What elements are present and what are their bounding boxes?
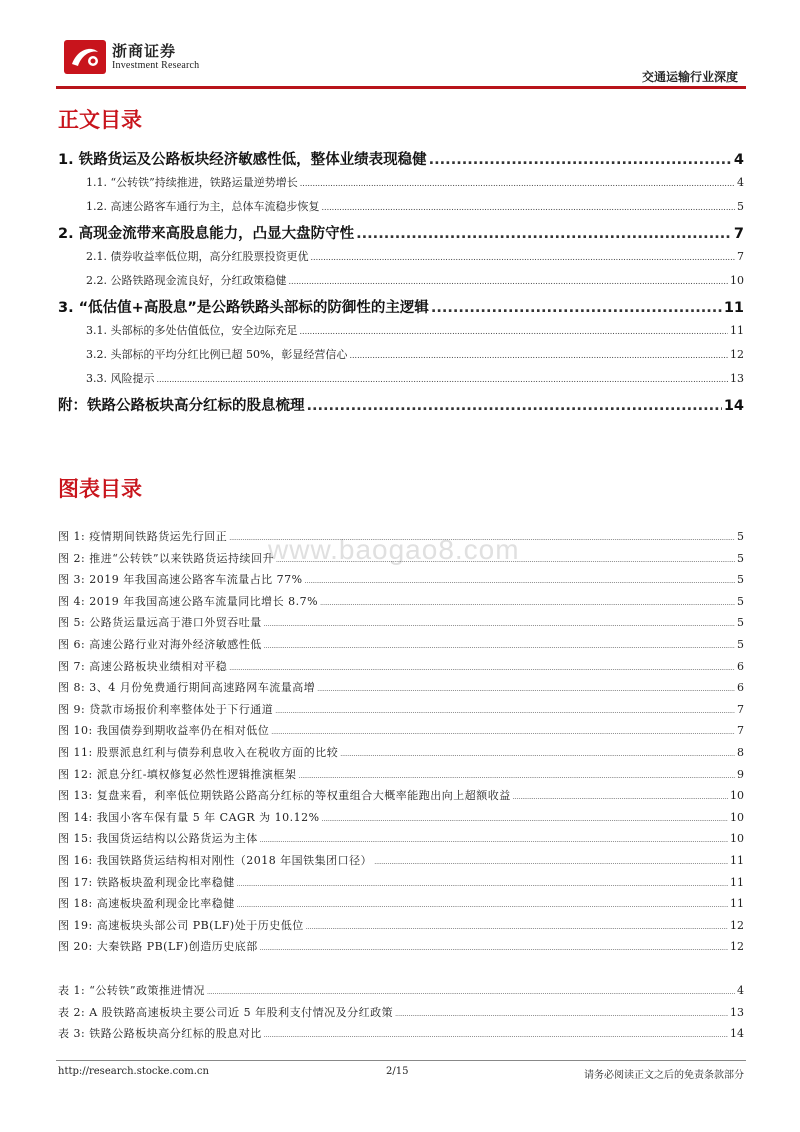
table-entry[interactable] xyxy=(58,1004,744,1026)
figure-entry[interactable] xyxy=(58,528,744,550)
dot-leader xyxy=(298,773,735,780)
toc-entry-label: 2.2. 公路铁路现金流良好，分红政策稳健 xyxy=(86,274,287,287)
figure-entry-page: 10 xyxy=(730,789,744,803)
brand-name: 浙商证券 xyxy=(112,42,177,60)
figure-entry-label: 图 5: 公路货运量远高于港口外贸吞吐量 xyxy=(58,616,262,630)
dot-leader xyxy=(311,253,736,262)
figure-entry-page: 9 xyxy=(737,767,744,781)
table-entry-page: 13 xyxy=(730,1005,744,1019)
figure-entry[interactable] xyxy=(58,895,744,917)
figure-entry-page: 8 xyxy=(737,745,744,759)
footer-url-link[interactable]: http://research.stocke.com.cn xyxy=(58,1066,209,1077)
figure-entry[interactable] xyxy=(58,722,744,744)
toc-entry[interactable] xyxy=(58,394,744,420)
figure-entry-label: 图 16: 我国铁路货运结构相对刚性（2018 年国铁集团口径） xyxy=(58,853,373,867)
toc-entry-page: 7 xyxy=(733,226,744,242)
brand-subtitle: Investment Research xyxy=(112,60,200,71)
dot-leader xyxy=(276,557,735,564)
figure-entry[interactable] xyxy=(58,917,744,939)
figure-entry-label: 图 17: 铁路板块盈利现金比率稳健 xyxy=(58,875,235,889)
figure-entry-page: 7 xyxy=(737,702,744,716)
figure-entry[interactable] xyxy=(58,614,744,636)
figure-entry-label: 图 6: 高速公路行业对海外经济敏感性低 xyxy=(58,637,262,651)
figure-entry-label: 图 7: 高速公路板块业绩相对平稳 xyxy=(58,659,228,673)
figure-entry[interactable] xyxy=(58,593,744,615)
toc-entry[interactable] xyxy=(58,322,744,346)
figure-entry-page: 11 xyxy=(730,875,744,889)
table-of-contents xyxy=(58,148,744,420)
toc-entry-label: 2.1. 债券收益率低位期，高分红股票投资更优 xyxy=(86,250,309,263)
figure-entry-label: 图 18: 高速板块盈利现金比率稳健 xyxy=(58,897,235,911)
dot-leader xyxy=(264,1032,728,1039)
figure-entry-label: 图 15: 我国货运结构以公路货运为主体 xyxy=(58,832,258,846)
dot-leader xyxy=(322,203,736,212)
dot-leader xyxy=(320,600,735,607)
figure-entry-page: 11 xyxy=(730,853,744,867)
page-header xyxy=(0,0,800,90)
figure-entry-page: 6 xyxy=(737,681,744,695)
toc-entry-page: 12 xyxy=(730,348,744,361)
toc-title: 正文目录 xyxy=(58,108,142,132)
figures-title: 图表目录 xyxy=(58,477,142,501)
figure-entry-page: 5 xyxy=(737,573,744,587)
table-list xyxy=(58,982,744,1047)
dot-leader xyxy=(229,535,735,542)
toc-entry-label: 3.2. 头部标的平均分红比例已超 50%，彰显经营信心 xyxy=(86,348,348,361)
figure-entry[interactable] xyxy=(58,679,744,701)
figure-entry-page: 7 xyxy=(737,724,744,738)
dot-leader xyxy=(260,945,728,952)
dot-leader xyxy=(264,621,735,628)
page-number: 2/15 xyxy=(386,1066,409,1077)
dot-leader xyxy=(305,578,735,585)
dot-leader xyxy=(340,751,735,758)
figure-entry-page: 11 xyxy=(730,897,744,911)
toc-entry-label: 2. 高现金流带来高股息能力，凸显大盘防守性 xyxy=(58,226,355,242)
figure-entry-label: 图 1: 疫情期间铁路货运先行回正 xyxy=(58,530,228,543)
figure-entry-label: 图 20: 大秦铁路 PB(LF)创造历史底部 xyxy=(58,940,258,954)
dot-leader xyxy=(237,881,728,888)
footer-divider xyxy=(56,1060,746,1061)
figure-entry-label: 图 10: 我国债券到期收益率仍在相对低位 xyxy=(58,724,270,738)
figure-entry-page: 6 xyxy=(737,659,744,673)
toc-entry[interactable] xyxy=(58,272,744,296)
dot-leader xyxy=(317,686,735,693)
dot-leader xyxy=(229,665,735,672)
figure-list xyxy=(58,528,744,960)
dot-leader xyxy=(349,351,728,360)
figure-entry[interactable] xyxy=(58,787,744,809)
figure-entry-page: 5 xyxy=(737,594,744,608)
figure-entry-label: 图 13: 复盘来看，利率低位期铁路公路高分红标的等权重组合大概率能跑出向上超额收益 xyxy=(58,789,511,803)
toc-entry-label: 1.1. “公转铁”持续推进，铁路运量逆势增长 xyxy=(86,176,298,189)
toc-entry-page: 4 xyxy=(733,152,744,168)
toc-entry[interactable] xyxy=(58,346,744,370)
figure-entry-label: 图 12: 派息分红-填权修复必然性逻辑推演框架 xyxy=(58,767,297,781)
toc-entry[interactable] xyxy=(58,148,744,174)
figure-entry-label: 图 3: 2019 年我国高速公路客车流量占比 77% xyxy=(58,573,303,587)
toc-entry-label: 3.1. 头部标的多处估值低位，安全边际充足 xyxy=(86,324,298,337)
figure-entry[interactable] xyxy=(58,636,744,658)
dot-leader xyxy=(207,989,735,996)
dot-leader xyxy=(306,924,728,931)
figure-entry[interactable] xyxy=(58,766,744,788)
figure-entry-page: 10 xyxy=(730,810,744,824)
dot-leader xyxy=(157,375,729,384)
dot-leader xyxy=(300,327,729,336)
figure-entry-page: 12 xyxy=(730,940,744,954)
figure-entry-label: 图 19: 高速板块头部公司 PB(LF)处于历史低位 xyxy=(58,918,304,932)
dot-leader xyxy=(356,226,732,242)
figure-entry-label: 图 14: 我国小客车保有量 5 年 CAGR 为 10.12% xyxy=(58,810,320,824)
dot-leader xyxy=(431,300,722,316)
toc-entry-label: 3. “低估值+高股息”是公路铁路头部标的防御性的主逻辑 xyxy=(58,300,429,316)
toc-entry[interactable] xyxy=(58,296,744,322)
document-type: 交通运输行业深度 xyxy=(641,70,738,84)
figure-entry-page: 5 xyxy=(737,637,744,651)
dot-leader xyxy=(374,859,728,866)
table-entry-label: 表 2: A 股铁路高速板块主要公司近 5 年股利支付情况及分红政策 xyxy=(58,1005,394,1019)
table-entry-label: 表 3: 铁路公路板块高分红标的股息对比 xyxy=(58,1027,262,1041)
figure-entry[interactable] xyxy=(58,874,744,896)
table-entry-page: 14 xyxy=(730,1027,744,1041)
toc-entry-page: 13 xyxy=(730,372,744,385)
toc-entry-label: 附：铁路公路板块高分红标的股息梳理 xyxy=(58,398,305,414)
dot-leader xyxy=(395,1011,728,1018)
toc-entry-page: 11 xyxy=(730,324,744,337)
dot-leader xyxy=(237,902,728,909)
figure-entry[interactable] xyxy=(58,701,744,723)
dot-leader xyxy=(271,729,735,736)
figure-entry[interactable] xyxy=(58,852,744,874)
figure-entry[interactable] xyxy=(58,550,744,572)
figure-entry-page: 12 xyxy=(730,918,744,932)
dot-leader xyxy=(322,816,728,823)
dot-leader xyxy=(300,179,735,188)
zheshang-logo-icon xyxy=(64,40,106,74)
table-entry-label: 表 1: “公转铁”政策推进情况 xyxy=(58,984,205,997)
toc-entry[interactable] xyxy=(58,222,744,248)
toc-entry-page: 7 xyxy=(737,250,744,263)
dot-leader xyxy=(307,398,722,414)
figure-entry-page: 10 xyxy=(730,832,744,846)
watermark: www.baogao8.com xyxy=(268,534,520,565)
toc-entry-label: 1.2. 高速公路客车通行为主，总体车流稳步恢复 xyxy=(86,200,320,213)
table-entry-page: 4 xyxy=(737,984,744,997)
figure-entry[interactable] xyxy=(58,571,744,593)
dot-leader xyxy=(289,277,729,286)
figure-entry-label: 图 8: 3、4 月份免费通行期间高速路网车流量高增 xyxy=(58,681,316,695)
figure-entry-label: 图 4: 2019 年我国高速公路车流量同比增长 8.7% xyxy=(58,594,319,608)
table-entry[interactable] xyxy=(58,982,744,1004)
figure-entry-page: 5 xyxy=(737,551,744,565)
toc-entry-page: 11 xyxy=(723,300,744,316)
toc-entry[interactable] xyxy=(58,198,744,222)
toc-entry-page: 10 xyxy=(730,274,744,287)
table-entry[interactable] xyxy=(58,1025,744,1047)
figure-entry-label: 图 9: 贷款市场报价利率整体处于下行通道 xyxy=(58,702,274,716)
toc-entry[interactable] xyxy=(58,248,744,272)
figure-entry[interactable] xyxy=(58,938,744,960)
dot-leader xyxy=(264,643,735,650)
footer-disclaimer: 请务必阅读正文之后的免责条款部分 xyxy=(584,1070,744,1081)
toc-entry-label: 3.3. 风险提示 xyxy=(86,372,155,385)
dot-leader xyxy=(260,837,728,844)
toc-entry[interactable] xyxy=(58,370,744,394)
toc-entry-page: 14 xyxy=(723,398,744,414)
figure-entry[interactable] xyxy=(58,658,744,680)
dot-leader xyxy=(429,152,732,168)
toc-entry[interactable] xyxy=(58,174,744,198)
figure-entry-page: 5 xyxy=(737,530,744,543)
figure-entry-label: 图 11: 股票派息红利与债券利息收入在税收方面的比较 xyxy=(58,745,339,759)
figure-entry[interactable] xyxy=(58,809,744,831)
figure-entry-page: 5 xyxy=(737,616,744,630)
toc-entry-page: 5 xyxy=(737,200,744,213)
dot-leader xyxy=(513,794,728,801)
toc-entry-label: 1. 铁路货运及公路板块经济敏感性低，整体业绩表现稳健 xyxy=(58,152,427,168)
figure-entry[interactable] xyxy=(58,830,744,852)
toc-entry-page: 4 xyxy=(737,176,744,189)
figure-entry-label: 图 2: 推进“公转铁”以来铁路货运持续回升 xyxy=(58,551,274,565)
dot-leader xyxy=(275,708,735,715)
figure-entry[interactable] xyxy=(58,744,744,766)
header-divider xyxy=(56,86,746,89)
